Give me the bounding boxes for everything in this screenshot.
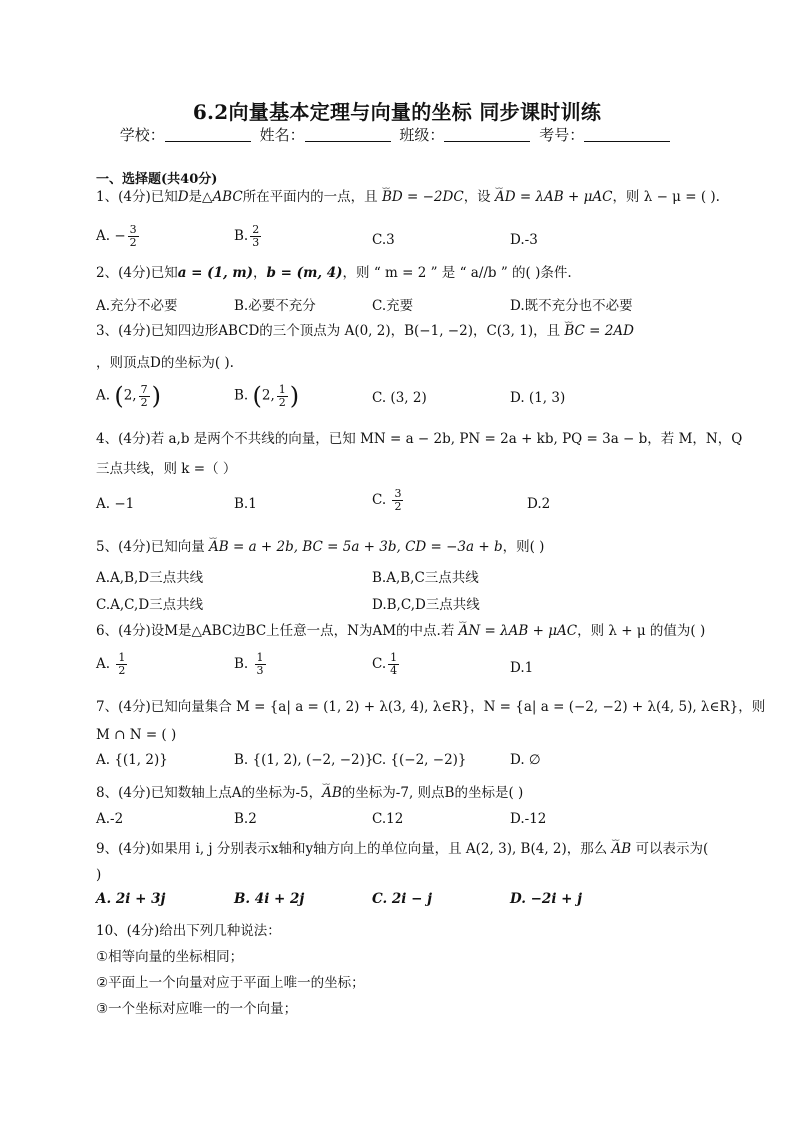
option-b[interactable]: B. 4i + 2j: [234, 891, 305, 907]
section-heading: 一、选择题(共40分): [96, 172, 218, 187]
q1-text: ，则 λ − μ = ( ).: [612, 189, 720, 205]
option-b[interactable]: B.A,B,C三点共线: [372, 570, 479, 586]
option-b[interactable]: B.1: [234, 496, 257, 512]
option-b[interactable]: B. {(1, 2), (−2, −2)}: [234, 752, 374, 768]
option-d[interactable]: D. −2i + j: [510, 891, 583, 907]
school-blank[interactable]: [165, 127, 251, 142]
q5-equation: ⌣⌣ AB = a + 2b, BC = 5a + 3b, CD = −3a + b: [209, 536, 503, 558]
option-c[interactable]: C. 2i − j: [372, 891, 433, 907]
q4-options: [96, 488, 716, 524]
option-b[interactable]: B. (2, $\frac{1}{2}$ ): [234, 382, 300, 410]
option-a[interactable]: A. $\frac{1}{2}$: [96, 651, 126, 677]
q6-options: [96, 652, 716, 688]
student-info-line: [0, 124, 794, 145]
question-8: 8、(4分)已知数轴上点A的坐标为-5，⌣⌣ AB的坐标为-7, 则点B的坐标是( ): [96, 782, 716, 804]
option-a[interactable]: A. (2, $\frac{7}{2}$ ): [96, 382, 161, 410]
number-blank[interactable]: [584, 127, 670, 142]
option-d[interactable]: D. (1, 3): [510, 390, 566, 406]
q1-equation: ⌣⌣ AD = λAB + μAC: [495, 186, 612, 208]
option-a[interactable]: A. −1: [96, 496, 135, 512]
q2-vector-b: b = (m, 4): [266, 265, 343, 281]
statement-2: ②平面上一个向量对应于平面上唯一的坐标；: [96, 975, 365, 991]
option-d[interactable]: D.2: [527, 496, 551, 512]
option-c[interactable]: C.3: [372, 232, 395, 248]
q3-options: [96, 382, 716, 418]
q1-text: 1、(4分)已知: [96, 189, 178, 205]
question-10: 10、(4分)给出下列几种说法：: [96, 923, 281, 939]
option-d[interactable]: D.-3: [510, 232, 538, 248]
q8-vector: ⌣⌣ AB: [322, 782, 342, 804]
option-b[interactable]: B.2: [234, 811, 257, 827]
option-b[interactable]: B. $\frac{1}{3}$: [234, 651, 264, 677]
option-a[interactable]: A.-2: [96, 811, 124, 827]
q9-vector: ⌣⌣ AB: [612, 838, 632, 860]
option-c[interactable]: C. $\frac{3}{2}$: [372, 487, 402, 513]
q3-equation: ⌣⌣ BC = 2AD: [564, 320, 634, 342]
question-3-line-2: ，则顶点D的坐标为( ).: [96, 355, 234, 371]
number-label: 考号：: [539, 126, 585, 144]
name-label: 姓名：: [259, 126, 305, 144]
question-1: [96, 186, 720, 208]
option-a[interactable]: A. {(1, 2)}: [96, 752, 168, 768]
q1-text: ，设: [463, 189, 495, 205]
q2-vector-a: a = (1, m): [177, 265, 254, 281]
q1-text: 所在平面内的一点，且: [242, 189, 382, 205]
q1-options: [96, 224, 716, 260]
option-d[interactable]: D.-12: [510, 811, 547, 827]
option-c[interactable]: C. {(−2, −2)}: [372, 752, 467, 768]
question-5: 5、(4分)已知向量 ⌣⌣ AB = a + 2b, BC = 5a + 3b, CD = −3a + b，则( ): [96, 536, 716, 558]
question-4-line-2: 三点共线，则 k =（ ）: [96, 461, 237, 477]
statement-3: ③一个坐标对应唯一的一个向量；: [96, 1001, 298, 1017]
question-3: 3、(4分)已知四边形ABCD的三个顶点为 A(0, 2)，B(−1, −2)，C(3, 1)，且 ⌣⌣ BC = 2AD: [96, 320, 716, 342]
option-c[interactable]: C. (3, 2): [372, 390, 427, 406]
option-c[interactable]: C. $\frac{1}{4}$: [372, 651, 398, 677]
q1-text: 是△: [188, 189, 213, 205]
option-a[interactable]: A.A,B,D三点共线: [96, 570, 204, 586]
q1-point: D: [177, 189, 189, 205]
class-label: 班级：: [399, 126, 445, 144]
option-d[interactable]: D. ∅: [510, 752, 541, 768]
option-b[interactable]: B.必要不充分: [234, 298, 316, 314]
option-b[interactable]: B. $\frac{2}{3}$: [234, 223, 260, 249]
option-c[interactable]: C.12: [372, 811, 404, 827]
name-blank[interactable]: [305, 127, 391, 142]
option-d[interactable]: D.B,C,D三点共线: [372, 597, 480, 613]
option-c[interactable]: C.充要: [372, 298, 414, 314]
page-title: 6.2向量基本定理与向量的坐标 同步课时训练: [192, 100, 602, 124]
question-7: 7、(4分)已知向量集合 M = {a| a = (1, 2) + λ(3, 4), λ∈R}，N = {a| a = (−2, −2) + λ(4, 5), λ∈R}，则: [96, 699, 766, 715]
statement-1: ①相等向量的坐标相同；: [96, 949, 244, 965]
option-d[interactable]: D.既不充分也不必要: [510, 298, 633, 314]
q6-equation: ⌣⌣ AN = λAB + μAC: [459, 620, 577, 642]
q1-triangle: ABC: [212, 189, 243, 205]
question-6: 6、(4分)设M是△ABC边BC上任意一点，N为AM的中点.若 ⌣⌣ AN = λAB + μAC，则 λ + μ 的值为( ): [96, 620, 716, 642]
question-2: 2、(4分)已知a = (1, m)，b = (m, 4)，则 “ m = 2 ” 是 “ a//b ” 的( )条件.: [96, 265, 572, 281]
question-4: 4、(4分)若 a,b 是两个不共线的向量，已知 MN = a − 2b, PN = 2a + kb, PQ = 3a − b，若 M，N，Q: [96, 431, 743, 447]
question-9: 9、(4分)如果用 i, j 分别表示x轴和y轴方向上的单位向量，且 A(2, 3), B(4, 2)，那么 ⌣⌣ AB 可以表示为(: [96, 838, 716, 860]
question-9-line-2: ): [96, 867, 102, 883]
option-a[interactable]: A. 2i + 3j: [96, 891, 166, 907]
question-7-line-2: M ∩ N = ( ): [96, 727, 177, 743]
class-blank[interactable]: [444, 127, 530, 142]
option-c[interactable]: C.A,C,D三点共线: [96, 597, 204, 613]
option-d[interactable]: D.1: [510, 660, 534, 676]
option-a[interactable]: A.充分不必要: [96, 298, 178, 314]
q1-equation: ⌣⌣ BD = −2DC: [382, 186, 464, 208]
school-label: 学校：: [119, 126, 165, 144]
option-a[interactable]: A. − $\frac{3}{2}$: [96, 223, 137, 249]
